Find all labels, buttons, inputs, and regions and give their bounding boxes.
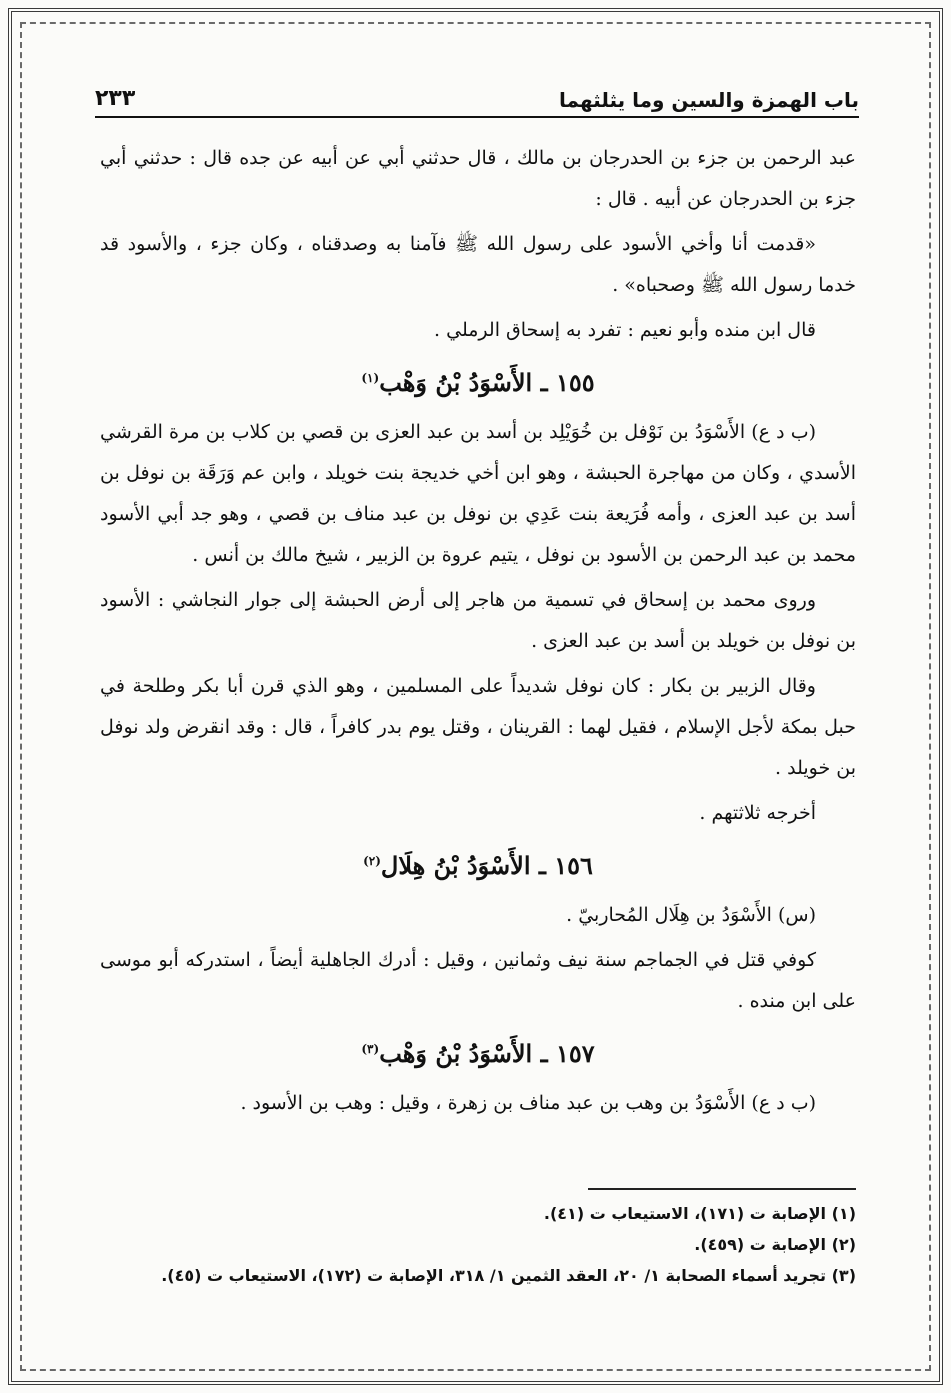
footnote: (٢) الإصابة ت (٤٥٩). bbox=[694, 1235, 856, 1254]
footnote: (٣) تجريد أسماء الصحابة ١/ ٢٠، العقد الثمين ١/ ٣١٨، الإصابة ت (١٧٢)، الاستيعاب ت (٤٥). bbox=[161, 1266, 856, 1285]
page-body bbox=[100, 138, 856, 1128]
paragraph: (ب د ع) الأَسْوَدُ بن وهب بن عبد مناف بن زهرة ، وقيل : وهب بن الأسود . bbox=[240, 1092, 816, 1114]
page-number: ٢٣٣ bbox=[95, 86, 136, 111]
footnote-marker: (١) bbox=[361, 371, 380, 385]
footnote: (١) الإصابة ت (١٧١)، الاستيعاب ت (٤١). bbox=[543, 1204, 856, 1223]
entry-heading-155 bbox=[100, 355, 856, 406]
entry-heading-text: ١٥٦ ـ الأَسْوَدُ بْنُ هِلَال bbox=[380, 851, 593, 880]
footnote-marker: (٣) bbox=[361, 1042, 380, 1056]
paragraph: (ب د ع) الأَسْوَدُ بن نَوْفل بن خُوَيْلِد بن أسد بن عبد العزى بن قصي بن كلاب بن مرة القرشي الأسدي ، وكان من مهاجرة الحبشة ، وهو ابن أخي خديجة بنت خويلد ، وابن عم وَرَقَة بن نوفل بن أسد بن عبد العزى ، وأمه فُرَيعة بنت عَدِي بن نوفل بن عبد مناف بن قصي ، وهو جد أبي الأسود محمد بن عبد الرحمن بن الأسود بن نوفل ، يتيم عروة بن الزبير ، شيخ مالك بن أنس . bbox=[100, 421, 856, 566]
paragraph: كوفي قتل في الجماجم سنة نيف وثمانين ، وقيل : أدرك الجاهلية أيضاً ، استدركه أبو موسى على ابن منده . bbox=[100, 949, 856, 1012]
footnotes bbox=[95, 1198, 856, 1291]
entry-heading-text: ١٥٧ ـ الأَسْوَدُ بْنُ وَهْب bbox=[379, 1039, 595, 1068]
running-title: باب الهمزة والسين وما يثلثهما bbox=[559, 88, 859, 112]
footnote-marker: (٢) bbox=[363, 854, 381, 868]
entry-heading-157 bbox=[100, 1026, 856, 1077]
entry-heading-text: ١٥٥ ـ الأَسْوَدُ بْنُ وَهْب bbox=[379, 368, 595, 397]
paragraph: (س) الأَسْوَدُ بن هِلَال المُحاربيّ . bbox=[566, 904, 816, 926]
paragraph: أخرجه ثلاثتهم . bbox=[699, 802, 816, 824]
paragraph: وقال الزبير بن بكار : كان نوفل شديداً على المسلمين ، وهو الذي قرن أبا بكر وطلحة في حبل بمكة لأجل الإسلام ، فقيل لهما : القرينان ، وقتل يوم بدر كافراً ، قال : وقد انقرض ولد نوفل بن خويلد . bbox=[100, 675, 856, 779]
paragraph: عبد الرحمن بن جزء بن الحدرجان بن مالك ، قال حدثني أبي عن أبيه عن جده قال : حدثني أبي جزء بن الحدرجان عن أبيه . قال : bbox=[100, 147, 856, 210]
paragraph: «قدمت أنا وأخي الأسود على رسول الله ﷺ فآمنا به وصدقناه ، وكان جزء ، والأسود قد خدما رسول الله ﷺ وصحباه» . bbox=[100, 233, 856, 296]
paragraph: وروى محمد بن إسحاق في تسمية من هاجر إلى أرض الحبشة إلى جوار النجاشي : الأسود بن نوفل بن خويلد بن أسد بن عبد العزى . bbox=[100, 589, 856, 652]
entry-heading-156 bbox=[100, 838, 856, 889]
page-header bbox=[95, 82, 859, 118]
footnote-separator bbox=[588, 1188, 856, 1190]
paragraph: قال ابن منده وأبو نعيم : تفرد به إسحاق الرملي . bbox=[434, 319, 816, 341]
